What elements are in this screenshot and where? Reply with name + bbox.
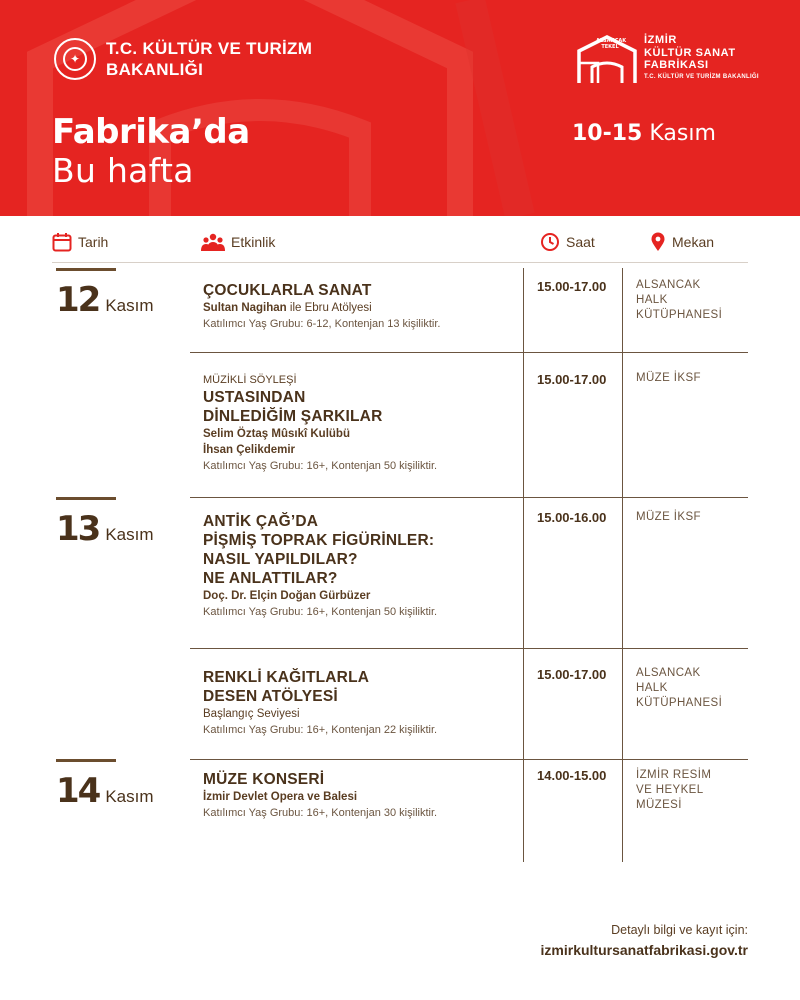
event-time: 15.00-17.00 — [537, 372, 607, 387]
event-category: MÜZİKLİ SÖYLEŞİ — [203, 374, 297, 386]
event-title: RENKLİ KAĞITLARLA — [203, 669, 370, 686]
event-host: Doç. Dr. Elçin Doğan Gürbüzer — [203, 590, 371, 602]
page-title: Fabrika’da — [52, 112, 250, 152]
day-label — [56, 509, 154, 549]
fabrika-line1: İZMİR — [644, 34, 677, 46]
fabrika-sub: T.C. KÜLTÜR VE TURİZM BAKANLIĞI — [644, 73, 759, 80]
event-venue — [636, 666, 746, 711]
day-number: 14 — [56, 771, 100, 811]
event-title: DİNLEDİĞİM ŞARKILAR — [203, 408, 383, 425]
column-divider-time — [523, 268, 524, 862]
fabrika-tag2: TEKEL — [601, 44, 619, 50]
date-range — [572, 120, 716, 148]
column-header-date-label: Tarih — [78, 234, 109, 250]
column-header-time — [540, 232, 595, 252]
footer-info-text: Detaylı bilgi ve kayıt için: — [611, 923, 748, 937]
fabrika-line3: FABRİKASI — [644, 59, 709, 71]
event-time: 15.00-16.00 — [537, 510, 607, 525]
ministry-name-line1: T.C. KÜLTÜR VE TURİZM — [106, 39, 313, 58]
event-entry — [203, 373, 518, 474]
event-title: PİŞMİŞ TOPRAK FİGÜRİNLER: — [203, 532, 435, 549]
event-entry — [203, 281, 518, 332]
day-number: 13 — [56, 509, 100, 549]
header-divider — [52, 262, 748, 263]
fabrika-name — [644, 34, 759, 81]
event-venue — [636, 278, 746, 323]
day-number: 12 — [56, 280, 100, 320]
event-meta: Katılımcı Yaş Grubu: 6-12, Kontenjan 13 kişiliktir. — [203, 318, 441, 330]
people-group-icon — [201, 232, 225, 252]
event-venue-line: HALK — [636, 294, 668, 306]
event-venue-line: MÜZE İKSF — [636, 372, 701, 384]
footer-website-link[interactable]: izmirkultursanatfabrikasi.gov.tr — [540, 942, 748, 958]
event-entry — [203, 770, 518, 821]
day-month: Kasım — [105, 787, 154, 806]
day-label — [56, 771, 154, 811]
event-host: Selim Öztaş Mûsıkî Kulübü — [203, 428, 350, 440]
clock-icon — [540, 232, 560, 252]
row-divider — [190, 352, 748, 353]
column-header-event — [201, 232, 275, 252]
day-marker-bar — [56, 497, 116, 500]
event-venue-line: KÜTÜPHANESİ — [636, 309, 723, 321]
day-month: Kasım — [105, 525, 154, 544]
ministry-name-line2: BAKANLIĞI — [106, 60, 204, 79]
calendar-icon — [52, 232, 72, 252]
row-divider — [190, 497, 748, 498]
ministry-logo-block — [54, 38, 312, 80]
event-venue-line: MÜZESİ — [636, 799, 682, 811]
fabrika-line2: KÜLTÜR SANAT — [644, 46, 736, 59]
column-header-venue-label: Mekan — [672, 234, 715, 250]
event-meta: Katılımcı Yaş Grubu: 16+, Kontenjan 22 kişiliktir. — [203, 724, 438, 736]
page-subtitle: Bu hafta — [52, 151, 194, 190]
column-header-date — [52, 232, 108, 252]
event-venue-line: MÜZE İKSF — [636, 511, 701, 523]
day-month: Kasım — [105, 296, 154, 315]
event-title: NE ANLATTILAR? — [203, 570, 338, 587]
event-venue-line: ALSANCAK — [636, 667, 701, 679]
column-header-event-label: Etkinlik — [231, 234, 276, 250]
ministry-seal-icon: ✦ — [54, 38, 96, 80]
row-divider — [190, 648, 748, 649]
event-title: ANTİK ÇAĞ’DA — [203, 513, 319, 530]
location-pin-icon — [650, 232, 666, 252]
fabrika-tag1: ALSANCAK — [596, 38, 627, 44]
event-host: İhsan Çelikdemir — [203, 444, 296, 456]
header-banner — [0, 0, 800, 216]
event-entry — [203, 512, 518, 620]
row-divider — [190, 759, 748, 760]
event-venue-line: ALSANCAK — [636, 279, 701, 291]
day-marker-bar — [56, 268, 116, 271]
event-venue-line: KÜTÜPHANESİ — [636, 697, 723, 709]
day-label — [56, 280, 154, 320]
ministry-name — [106, 38, 312, 80]
column-divider-venue — [622, 268, 623, 862]
event-title: MÜZE KONSERİ — [203, 771, 325, 788]
event-title: USTASINDAN — [203, 389, 306, 406]
fabrika-tag — [596, 38, 627, 50]
event-entry — [203, 668, 518, 738]
event-time: 14.00-15.00 — [537, 768, 607, 783]
event-host — [203, 300, 518, 316]
event-host: Başlangıç Seviyesi — [203, 708, 300, 720]
event-venue-line: İZMİR RESİM — [636, 769, 712, 781]
event-venue-line: VE HEYKEL — [636, 784, 704, 796]
event-host-rest: ile Ebru Atölyesi — [286, 302, 372, 314]
date-range-month: Kasım — [649, 121, 716, 146]
event-meta: Katılımcı Yaş Grubu: 16+, Kontenjan 50 kişiliktir. — [203, 460, 438, 472]
event-host: İzmir Devlet Opera ve Balesi — [203, 791, 358, 803]
event-venue — [636, 510, 746, 525]
event-title: DESEN ATÖLYESİ — [203, 688, 338, 705]
column-header-time-label: Saat — [566, 234, 595, 250]
event-title: NASIL YAPILDILAR? — [203, 551, 358, 568]
event-title: ÇOCUKLARLA SANAT — [203, 282, 372, 299]
event-venue-line: HALK — [636, 682, 668, 694]
column-header-venue — [650, 232, 714, 252]
event-host-name: Sultan Nagihan — [203, 302, 287, 314]
event-meta: Katılımcı Yaş Grubu: 16+, Kontenjan 30 kişiliktir. — [203, 807, 438, 819]
date-range-days: 10-15 — [572, 121, 643, 146]
event-venue — [636, 371, 746, 386]
event-time: 15.00-17.00 — [537, 667, 607, 682]
event-time: 15.00-17.00 — [537, 279, 607, 294]
event-venue — [636, 768, 746, 813]
event-meta: Katılımcı Yaş Grubu: 16+, Kontenjan 50 kişiliktir. — [203, 606, 438, 618]
day-marker-bar — [56, 759, 116, 762]
